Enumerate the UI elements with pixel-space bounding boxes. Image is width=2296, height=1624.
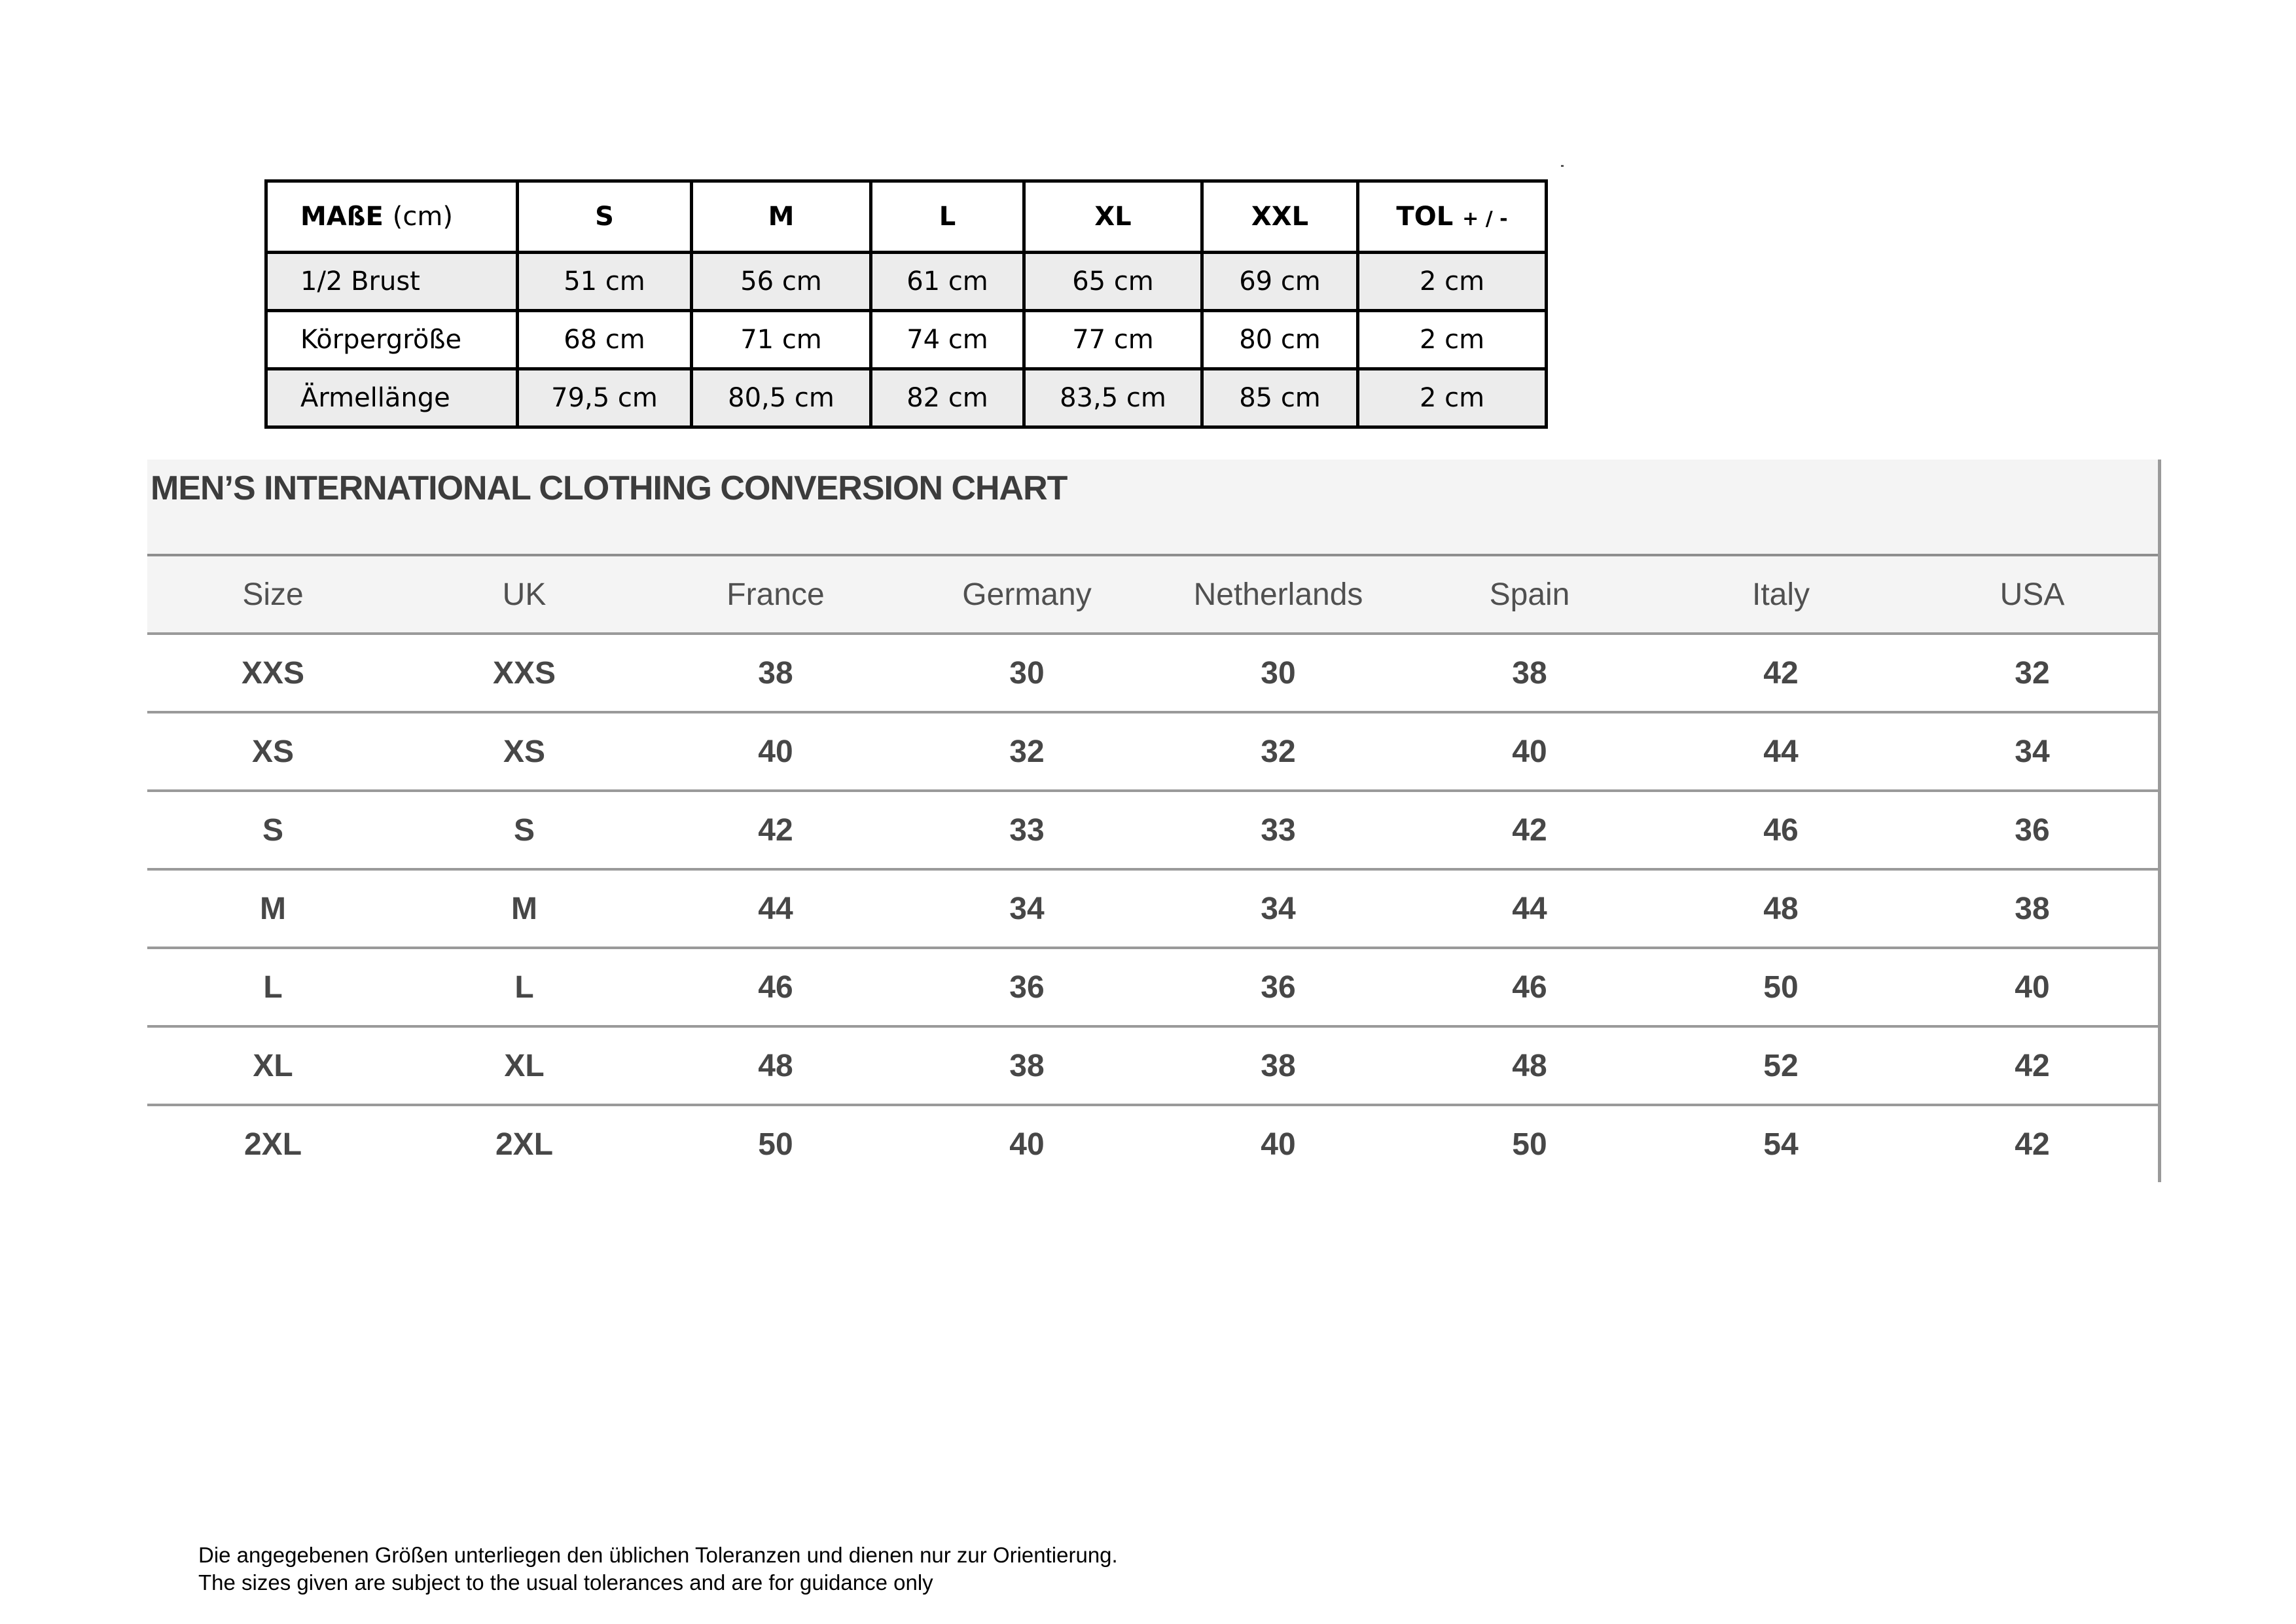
- conversion-cell: 34: [901, 869, 1153, 948]
- conversion-column-header: Spain: [1404, 556, 1655, 634]
- conversion-cell: XXS: [399, 634, 650, 712]
- conversion-cell: 46: [650, 948, 901, 1026]
- size-header-xxl: XXL: [1202, 181, 1358, 253]
- conversion-cell: 38: [901, 1026, 1153, 1105]
- tol-label: TOL: [1396, 202, 1454, 232]
- conversion-cell: 42: [2015, 1127, 2050, 1162]
- conversion-cell: 30: [901, 634, 1153, 712]
- measurement-cell: 61 cm: [871, 253, 1024, 311]
- footnote-german: Die angegebenen Größen unterliegen den üblichen Toleranzen und dienen nur zur Orientierung.: [198, 1543, 1118, 1567]
- conversion-cell: 40: [1261, 1127, 1296, 1162]
- conversion-cell: S: [399, 791, 650, 869]
- conversion-cell: 32: [1153, 712, 1404, 791]
- conversion-cell: L: [147, 948, 399, 1026]
- conversion-cell: 36: [901, 948, 1153, 1026]
- conversion-cell: 38: [1907, 869, 2158, 948]
- conversion-row: [147, 791, 2158, 869]
- conversion-cell: 54: [1763, 1127, 1799, 1162]
- conversion-table: [147, 556, 2158, 1182]
- conversion-chart-title: MEN’S INTERNATIONAL CLOTHING CONVERSION CHART: [151, 469, 1067, 507]
- conversion-column-header: UK: [399, 556, 650, 634]
- measurement-header-label: [266, 181, 518, 253]
- mase-label: MAßE: [300, 202, 384, 232]
- measurement-row-label: Körpergröße: [266, 311, 518, 369]
- conversion-cell: 48: [650, 1026, 901, 1105]
- conversion-cell: 36: [1153, 948, 1404, 1026]
- conversion-cell: 33: [1153, 791, 1404, 869]
- conversion-chart: [147, 460, 2161, 1182]
- conversion-cell: 50: [1655, 948, 1907, 1026]
- conversion-cell: 50: [1512, 1127, 1547, 1162]
- conversion-cell: 46: [1655, 791, 1907, 869]
- conversion-cell: S: [147, 791, 399, 869]
- conversion-cell: 44: [1655, 712, 1907, 791]
- mase-unit: (cm): [392, 202, 453, 232]
- conversion-cell: 44: [650, 869, 901, 948]
- conversion-row: [147, 634, 2158, 712]
- conversion-cell: XS: [147, 712, 399, 791]
- measurement-header-row: [266, 181, 1547, 253]
- conversion-cell: 42: [650, 791, 901, 869]
- tolerance-cell: 2 cm: [1358, 253, 1547, 311]
- conversion-cell: 38: [650, 634, 901, 712]
- measurement-cell: 56 cm: [692, 253, 871, 311]
- conversion-cell: 50: [758, 1127, 793, 1162]
- conversion-header-row: [147, 556, 2158, 634]
- conversion-row: [147, 712, 2158, 791]
- conversion-cell: M: [399, 869, 650, 948]
- conversion-cell: 30: [1153, 634, 1404, 712]
- measurement-cell: 85 cm: [1202, 369, 1358, 427]
- conversion-title-band: [147, 460, 2158, 556]
- tolerance-header: [1358, 181, 1547, 253]
- conversion-cell: 44: [1404, 869, 1655, 948]
- conversion-cell: 34: [1907, 712, 2158, 791]
- conversion-cell: L: [399, 948, 650, 1026]
- conversion-cell: 38: [1404, 634, 1655, 712]
- conversion-row: [147, 1105, 2158, 1182]
- measurement-cell: 80 cm: [1202, 311, 1358, 369]
- measurement-table: [264, 179, 1548, 429]
- conversion-column-header: Italy: [1655, 556, 1907, 634]
- conversion-cell: XL: [147, 1026, 399, 1105]
- size-header-s: S: [518, 181, 692, 253]
- measurement-cell: 83,5 cm: [1024, 369, 1202, 427]
- conversion-cell: 40: [650, 712, 901, 791]
- conversion-cell: 46: [1404, 948, 1655, 1026]
- conversion-column-header: Netherlands: [1153, 556, 1404, 634]
- measurement-cell: 51 cm: [518, 253, 692, 311]
- conversion-cell: 2XL: [243, 1127, 302, 1162]
- measurement-cell: 80,5 cm: [692, 369, 871, 427]
- stray-mark: [1561, 165, 1564, 167]
- measurement-cell: 79,5 cm: [518, 369, 692, 427]
- measurement-row: [266, 369, 1547, 427]
- tolerance-cell: 2 cm: [1358, 369, 1547, 427]
- conversion-cell: 36: [1907, 791, 2158, 869]
- conversion-cell: 48: [1404, 1026, 1655, 1105]
- footnote-english: The sizes given are subject to the usual tolerances and are for guidance only: [198, 1570, 933, 1595]
- size-header-m: M: [692, 181, 871, 253]
- conversion-cell: 42: [1404, 791, 1655, 869]
- conversion-cell: 42: [1907, 1026, 2158, 1105]
- conversion-column-header: Germany: [901, 556, 1153, 634]
- conversion-cell: XL: [399, 1026, 650, 1105]
- conversion-cell: 52: [1655, 1026, 1907, 1105]
- size-header-l: L: [871, 181, 1024, 253]
- conversion-cell: 40: [1009, 1127, 1045, 1162]
- conversion-row: [147, 1026, 2158, 1105]
- conversion-cell: 34: [1153, 869, 1404, 948]
- conversion-cell: 40: [1404, 712, 1655, 791]
- size-header-xl: XL: [1024, 181, 1202, 253]
- measurement-cell: 65 cm: [1024, 253, 1202, 311]
- conversion-row: [147, 869, 2158, 948]
- conversion-row: [147, 948, 2158, 1026]
- conversion-cell: 38: [1153, 1026, 1404, 1105]
- footnote: [198, 1542, 1118, 1597]
- measurement-cell: 82 cm: [871, 369, 1024, 427]
- measurement-cell: 69 cm: [1202, 253, 1358, 311]
- measurement-row: [266, 253, 1547, 311]
- measurement-row-label: Ärmellänge: [266, 369, 518, 427]
- measurement-row-label: 1/2 Brust: [266, 253, 518, 311]
- conversion-column-header: USA: [1907, 556, 2158, 634]
- conversion-cell: 40: [1907, 948, 2158, 1026]
- conversion-cell: 32: [901, 712, 1153, 791]
- conversion-cell: 48: [1655, 869, 1907, 948]
- conversion-cell: 2XL: [495, 1127, 554, 1162]
- measurement-cell: 74 cm: [871, 311, 1024, 369]
- measurement-cell: 77 cm: [1024, 311, 1202, 369]
- conversion-cell: M: [147, 869, 399, 948]
- conversion-column-header: Size: [147, 556, 399, 634]
- conversion-cell: XS: [399, 712, 650, 791]
- tolerance-cell: 2 cm: [1358, 311, 1547, 369]
- conversion-cell: XXS: [147, 634, 399, 712]
- measurement-row: [266, 311, 1547, 369]
- conversion-cell: 33: [901, 791, 1153, 869]
- conversion-column-header: France: [650, 556, 901, 634]
- conversion-cell: 32: [1907, 634, 2158, 712]
- measurement-cell: 68 cm: [518, 311, 692, 369]
- conversion-cell: 42: [1655, 634, 1907, 712]
- tol-suffix: + / -: [1462, 208, 1508, 230]
- measurement-cell: 71 cm: [692, 311, 871, 369]
